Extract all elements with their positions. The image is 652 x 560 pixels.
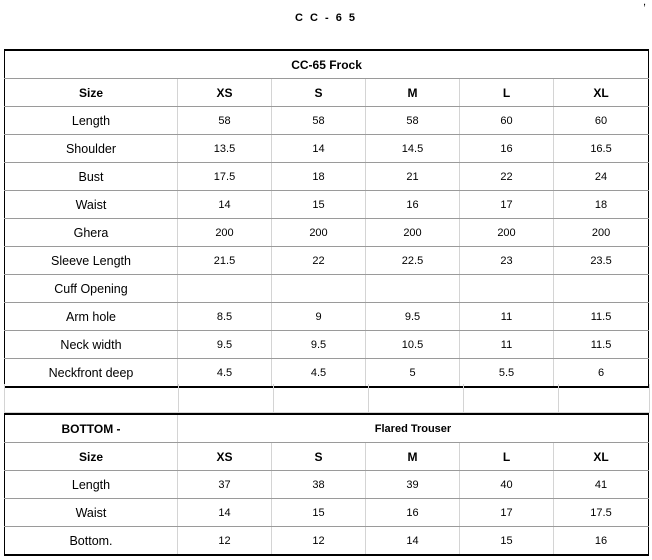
bottom-header-row bbox=[5, 443, 649, 471]
measurement-cell: 60 bbox=[554, 107, 649, 135]
measurement-cell: 21.5 bbox=[178, 247, 272, 275]
frock-header-m: M bbox=[366, 79, 460, 107]
frock-header-xl: XL bbox=[554, 79, 649, 107]
measurement-cell: 22 bbox=[272, 247, 366, 275]
bottom-header-xs: XS bbox=[178, 443, 272, 471]
measurement-cell: 9.5 bbox=[272, 331, 366, 359]
table-row bbox=[5, 303, 649, 331]
measurement-cell: 23 bbox=[460, 247, 554, 275]
measurement-cell: 4.5 bbox=[178, 359, 272, 388]
frock-header-l: L bbox=[460, 79, 554, 107]
row-label: Shoulder bbox=[5, 135, 178, 163]
table-row bbox=[5, 135, 649, 163]
measurement-cell: 10.5 bbox=[366, 331, 460, 359]
measurement-cell: 16 bbox=[366, 499, 460, 527]
table-spacer bbox=[4, 384, 650, 413]
bottom-header-l: L bbox=[460, 443, 554, 471]
measurement-cell: 15 bbox=[272, 499, 366, 527]
table-row bbox=[5, 191, 649, 219]
table-row bbox=[5, 275, 649, 303]
measurement-cell bbox=[460, 275, 554, 303]
row-label: Neckfront deep bbox=[5, 359, 178, 388]
row-label: Waist bbox=[5, 191, 178, 219]
frock-header-xs: XS bbox=[178, 79, 272, 107]
measurement-cell: 9.5 bbox=[366, 303, 460, 331]
measurement-cell: 39 bbox=[366, 471, 460, 499]
measurement-cell: 9 bbox=[272, 303, 366, 331]
bottom-header-size: Size bbox=[5, 443, 178, 471]
measurement-cell: 22 bbox=[460, 163, 554, 191]
measurement-cell: 14.5 bbox=[366, 135, 460, 163]
measurement-cell: 200 bbox=[366, 219, 460, 247]
measurement-cell: 200 bbox=[178, 219, 272, 247]
measurement-cell: 17 bbox=[460, 499, 554, 527]
table-row bbox=[5, 471, 649, 499]
measurement-cell: 23.5 bbox=[554, 247, 649, 275]
measurement-cell: 16 bbox=[554, 527, 649, 556]
table-row bbox=[5, 247, 649, 275]
measurement-cell: 14 bbox=[178, 499, 272, 527]
measurement-cell: 11 bbox=[460, 303, 554, 331]
bottom-header-s: S bbox=[272, 443, 366, 471]
measurement-cell bbox=[178, 275, 272, 303]
frock-title-row bbox=[5, 50, 649, 79]
measurement-cell: 14 bbox=[178, 191, 272, 219]
frock-title: CC-65 Frock bbox=[5, 50, 649, 79]
table-row bbox=[5, 107, 649, 135]
table-row bbox=[5, 359, 649, 388]
row-label: Ghera bbox=[5, 219, 178, 247]
measurement-cell: 17.5 bbox=[554, 499, 649, 527]
measurement-cell: 6 bbox=[554, 359, 649, 388]
measurement-cell: 17.5 bbox=[178, 163, 272, 191]
table-row bbox=[5, 331, 649, 359]
table-row bbox=[5, 219, 649, 247]
row-label: Arm hole bbox=[5, 303, 178, 331]
measurement-cell: 58 bbox=[272, 107, 366, 135]
document-title: C C - 6 5 bbox=[294, 12, 357, 24]
row-label: Bust bbox=[5, 163, 178, 191]
measurement-cell: 22.5 bbox=[366, 247, 460, 275]
measurement-cell bbox=[366, 275, 460, 303]
measurement-cell: 12 bbox=[272, 527, 366, 556]
measurement-cell: 12 bbox=[178, 527, 272, 556]
measurement-cell: 18 bbox=[554, 191, 649, 219]
measurement-cell: 11.5 bbox=[554, 331, 649, 359]
measurement-cell: 200 bbox=[272, 219, 366, 247]
measurement-cell: 24 bbox=[554, 163, 649, 191]
row-label: Bottom. bbox=[5, 527, 178, 556]
row-label: Cuff Opening bbox=[5, 275, 178, 303]
measurement-cell: 5 bbox=[366, 359, 460, 388]
row-label: Length bbox=[5, 107, 178, 135]
measurement-cell: 18 bbox=[272, 163, 366, 191]
measurement-cell: 58 bbox=[366, 107, 460, 135]
measurement-cell: 15 bbox=[460, 527, 554, 556]
frock-header-s: S bbox=[272, 79, 366, 107]
bottom-title-row bbox=[5, 414, 649, 443]
measurement-cell: 5.5 bbox=[460, 359, 554, 388]
bottom-label: BOTTOM - bbox=[5, 414, 178, 443]
bottom-style: Flared Trouser bbox=[178, 414, 649, 443]
measurement-cell: 16.5 bbox=[554, 135, 649, 163]
measurement-cell: 14 bbox=[366, 527, 460, 556]
table-row bbox=[5, 163, 649, 191]
measurement-cell: 8.5 bbox=[178, 303, 272, 331]
bottom-size-table bbox=[4, 413, 649, 556]
frock-size-table bbox=[4, 49, 649, 388]
row-label: Sleeve Length bbox=[5, 247, 178, 275]
measurement-cell: 41 bbox=[554, 471, 649, 499]
measurement-cell: 11 bbox=[460, 331, 554, 359]
measurement-cell: 40 bbox=[460, 471, 554, 499]
measurement-cell: 9.5 bbox=[178, 331, 272, 359]
measurement-cell: 200 bbox=[554, 219, 649, 247]
measurement-cell: 15 bbox=[272, 191, 366, 219]
corner-mark: , bbox=[642, 0, 646, 8]
measurement-cell: 37 bbox=[178, 471, 272, 499]
measurement-cell: 16 bbox=[460, 135, 554, 163]
measurement-cell bbox=[554, 275, 649, 303]
measurement-cell: 14 bbox=[272, 135, 366, 163]
table-row bbox=[5, 527, 649, 556]
measurement-cell: 4.5 bbox=[272, 359, 366, 388]
row-label: Waist bbox=[5, 499, 178, 527]
frock-header-row bbox=[5, 79, 649, 107]
table-row bbox=[5, 499, 649, 527]
measurement-cell: 21 bbox=[366, 163, 460, 191]
measurement-cell: 17 bbox=[460, 191, 554, 219]
measurement-cell: 11.5 bbox=[554, 303, 649, 331]
measurement-cell: 58 bbox=[178, 107, 272, 135]
measurement-cell: 16 bbox=[366, 191, 460, 219]
measurement-cell: 60 bbox=[460, 107, 554, 135]
bottom-header-m: M bbox=[366, 443, 460, 471]
measurement-cell: 38 bbox=[272, 471, 366, 499]
bottom-header-xl: XL bbox=[554, 443, 649, 471]
measurement-cell bbox=[272, 275, 366, 303]
row-label: Length bbox=[5, 471, 178, 499]
measurement-cell: 13.5 bbox=[178, 135, 272, 163]
frock-header-size: Size bbox=[5, 79, 178, 107]
row-label: Neck width bbox=[5, 331, 178, 359]
measurement-cell: 200 bbox=[460, 219, 554, 247]
